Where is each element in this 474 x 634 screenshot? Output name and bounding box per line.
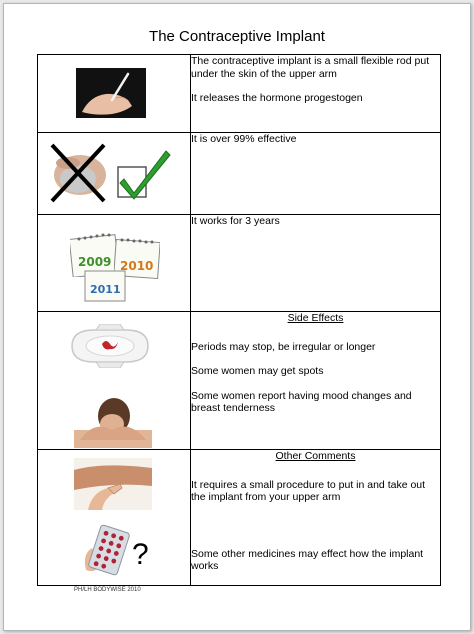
paragraph: It releases the hormone progestogen <box>191 92 363 104</box>
page-title: The Contraceptive Implant <box>149 28 325 45</box>
upset-person-icon <box>74 390 152 448</box>
arm-procedure-photo <box>74 458 152 510</box>
section-heading: Side Effects <box>287 312 344 324</box>
text-cell <box>191 215 441 312</box>
text-cell <box>191 55 441 133</box>
image-cell <box>38 215 191 312</box>
crossed-out-pregnancy-icon <box>48 141 108 205</box>
table-row <box>38 312 441 450</box>
image-cell <box>38 55 191 133</box>
paragraph: The contraceptive implant is a small flexible rod put under the skin of the upper arm <box>191 55 430 80</box>
year-2009-label: 2009 <box>78 255 112 269</box>
year-2010-label: 2010 <box>120 259 154 273</box>
text-cell <box>191 133 441 215</box>
paragraph: Some women report having mood changes and breast tenderness <box>191 389 412 414</box>
paragraph: Periods may stop, be irregular or longer <box>191 340 376 353</box>
table-row <box>38 450 441 586</box>
table-row <box>38 55 441 133</box>
paragraph: It is over 99% effective <box>191 133 297 145</box>
green-check-icon <box>116 145 172 201</box>
pill-pack-icon <box>80 524 130 582</box>
paragraph: It works for 3 years <box>191 215 280 227</box>
text-cell <box>191 312 441 450</box>
paragraph: It requires a small procedure to put in and take out the implant from your upper arm <box>191 478 426 503</box>
implant-rod-photo <box>76 68 146 118</box>
text-cell <box>191 450 441 586</box>
footer-credit: PH/LH BODYWISE 2010 <box>74 587 141 593</box>
paragraph: Some women may get spots <box>191 365 324 377</box>
calendar-icon <box>70 227 160 303</box>
info-table <box>37 54 441 586</box>
sanitary-pad-icon <box>66 324 154 368</box>
image-cell <box>38 312 191 450</box>
image-cell <box>38 450 191 586</box>
paragraph: Some other medicines may effect how the implant works <box>191 547 424 572</box>
section-heading: Other Comments <box>275 450 356 462</box>
year-2011-label: 2011 <box>90 283 121 296</box>
document-page <box>3 3 471 631</box>
table-row <box>38 133 441 215</box>
question-mark-icon: ? <box>132 538 149 571</box>
table-row <box>38 215 441 312</box>
image-cell <box>38 133 191 215</box>
